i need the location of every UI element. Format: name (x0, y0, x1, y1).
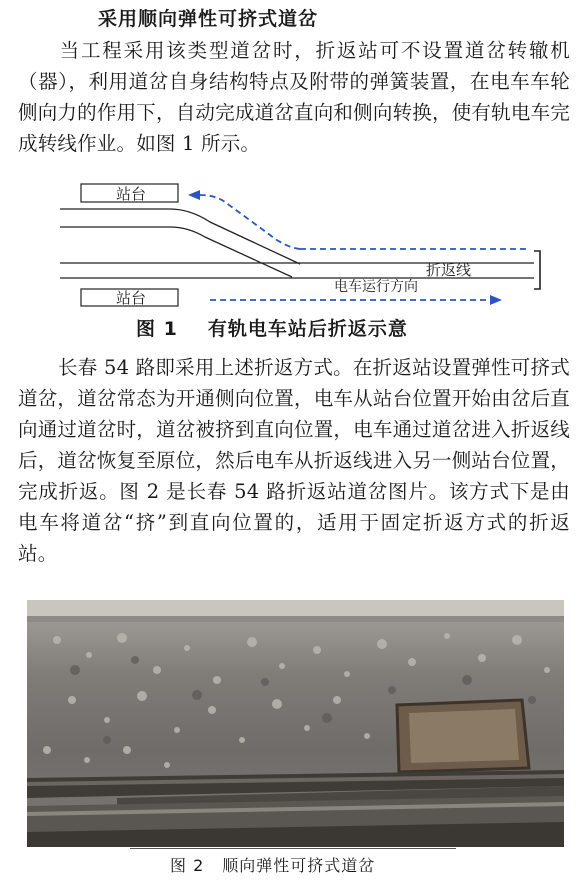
paragraph-intro-text: 当工程采用该类型道岔时，折返站可不设置道岔转辙机（器），利用道岔自身结构特点及附带的弹簧装置，在电车车轮侧向力的作用下，自动完成道岔直向和侧向转换，使有轨电车完成转线作业。如图 1 所示。 (18, 39, 570, 155)
platform-bottom-label: 站台 (116, 289, 147, 307)
track-upper-rail-1 (60, 209, 300, 264)
figure-2-caption (170, 853, 375, 876)
paragraph-changchun (18, 352, 570, 569)
buffer-stop (534, 251, 540, 289)
figure-1-caption (136, 314, 408, 341)
arrow-head-top (188, 190, 200, 200)
direction-label: 电车运行方向 (334, 279, 418, 295)
turnback-schematic (50, 177, 560, 314)
platform-top-label: 站台 (116, 185, 147, 203)
figure-2-title: 顺向弹性可挤式道岔 (222, 856, 376, 875)
turnback-line-label: 折返线 (426, 261, 472, 279)
switch-photo (27, 600, 564, 847)
switch-photo-drawing (27, 600, 564, 847)
figure-1-number: 图 1 (136, 318, 178, 340)
figure-2-rule (130, 848, 456, 849)
paragraph-changchun-text: 长春 54 路即采用上述折返方式。在折返站设置弹性可挤式道岔，道岔常态为开通侧向位置，电车从站台位置开始由岔后直向通过道岔时，道岔被挤到直向位置，电车通过道岔进入折返线后，道岔恢复至原位，然后电车从折返线进入另一侧站台位置，完成折返。图 2 是长春 54 路折返站道岔图片。该方式下是由电车将道岔“挤”到直向位置的，适用于固定折返方式的折返站。 (18, 356, 570, 565)
figure-2-number: 图 2 (170, 856, 205, 875)
direction-arrow-head (490, 295, 502, 305)
section-heading: 采用顺向弹性可挤式道岔 (98, 8, 319, 30)
paragraph-intro (18, 35, 570, 159)
figure-1-title: 有轨电车站后折返示意 (207, 318, 408, 340)
track-upper-rail-2 (60, 227, 292, 277)
